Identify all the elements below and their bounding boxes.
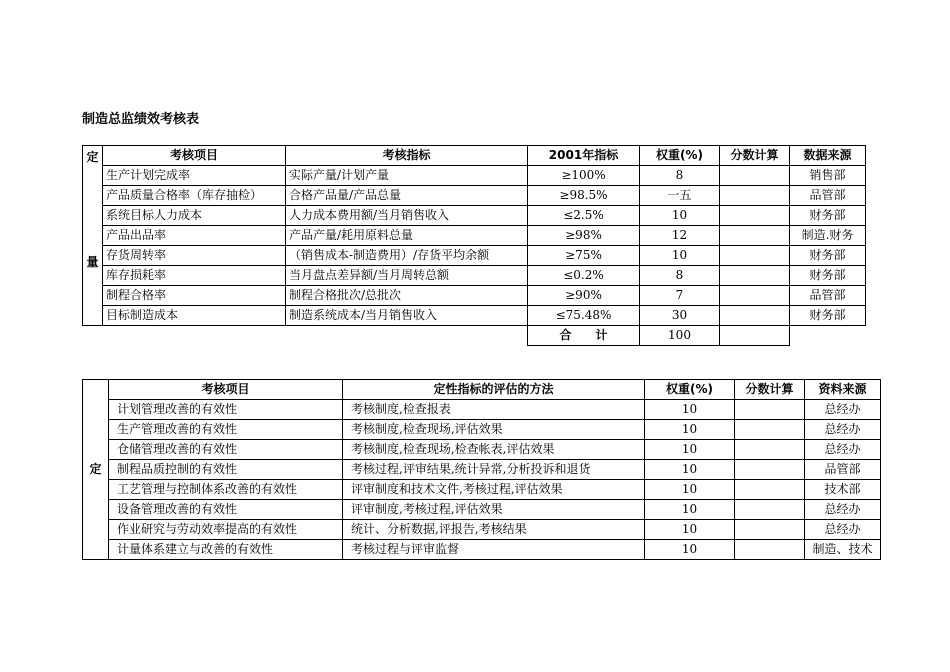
table-cell: 考核制度,检查现场,检查帐表,评估效果: [343, 440, 645, 460]
table-cell: 8: [640, 166, 720, 186]
table-cell: 产品质量合格率（库存抽检）: [103, 186, 286, 206]
table-cell: [720, 286, 790, 306]
table-cell: ≥98%: [528, 226, 640, 246]
table-row: [83, 206, 866, 226]
table-cell: 考核过程,评审结果,统计异常,分析投诉和退货: [343, 460, 645, 480]
table-cell: 10: [640, 206, 720, 226]
table-cell: 考核过程与评审监督: [343, 540, 645, 560]
table-cell: [720, 206, 790, 226]
table-cell: 统计、分析数据,评报告,考核结果: [343, 520, 645, 540]
table-cell: 评审制度,考核过程,评估效果: [343, 500, 645, 520]
table-cell: ≥90%: [528, 286, 640, 306]
table-cell: 仓储管理改善的有效性: [109, 440, 343, 460]
table-cell: 品管部: [805, 460, 881, 480]
table-cell: 合格产品量/产品总量: [286, 186, 528, 206]
table-cell: 目标制造成本: [103, 306, 286, 326]
column-header: 考核指标: [286, 146, 528, 166]
table-cell: 30: [640, 306, 720, 326]
table-row: [83, 460, 881, 480]
table-cell: ≤2.5%: [528, 206, 640, 226]
table-row: [83, 480, 881, 500]
table-row: [83, 420, 881, 440]
column-header: 分数计算: [735, 380, 805, 400]
table-cell: 总经办: [805, 420, 881, 440]
table-cell: 总经办: [805, 520, 881, 540]
total-score-cell: [720, 326, 790, 346]
side-label-quantitative: [83, 146, 103, 326]
table-cell: [735, 440, 805, 460]
table-cell: 总经办: [805, 500, 881, 520]
table-cell: 12: [640, 226, 720, 246]
table-row: [83, 186, 866, 206]
table-cell: [720, 186, 790, 206]
table-cell: 制程品质控制的有效性: [109, 460, 343, 480]
table-cell: [720, 306, 790, 326]
table-cell: 评审制度和技术文件,考核过程,评估效果: [343, 480, 645, 500]
table-row: [83, 540, 881, 560]
column-header: 数据来源: [790, 146, 866, 166]
table-cell: 实际产量/计划产量: [286, 166, 528, 186]
table-cell: [735, 520, 805, 540]
table-cell: 制造系统成本/当月销售收入: [286, 306, 528, 326]
table-cell: 总经办: [805, 400, 881, 420]
table-cell: 工艺管理与控制体系改善的有效性: [109, 480, 343, 500]
table-cell: ≥100%: [528, 166, 640, 186]
table-cell: 一五: [640, 186, 720, 206]
table-cell: 10: [645, 440, 735, 460]
table-cell: 10: [645, 480, 735, 500]
table-row: [83, 246, 866, 266]
table-cell: 人力成本费用额/当月销售收入: [286, 206, 528, 226]
table-row: [83, 440, 881, 460]
table-cell: [735, 460, 805, 480]
table-cell: 考核制度,检查现场,评估效果: [343, 420, 645, 440]
table-cell: 财务部: [790, 266, 866, 286]
table-cell: 制造、技术: [805, 540, 881, 560]
table-row: [83, 520, 881, 540]
side-label-bottom: 量: [86, 255, 99, 269]
table-cell: [735, 480, 805, 500]
table-cell: 作业研究与劳动效率提高的有效性: [109, 520, 343, 540]
table-cell: 总经办: [805, 440, 881, 460]
table-cell: 10: [645, 520, 735, 540]
total-row: [83, 326, 866, 346]
table-cell: [735, 420, 805, 440]
table-cell: ≤75.48%: [528, 306, 640, 326]
table-row: [83, 306, 866, 326]
table-cell: 制程合格率: [103, 286, 286, 306]
table-cell: 制造.财务: [790, 226, 866, 246]
column-header: 权重(%): [640, 146, 720, 166]
column-header: 2001年指标: [528, 146, 640, 166]
table-cell: [720, 226, 790, 246]
table-cell: ≥98.5%: [528, 186, 640, 206]
table-cell: 生产计划完成率: [103, 166, 286, 186]
table-row: [83, 500, 881, 520]
table-cell: 存货周转率: [103, 246, 286, 266]
table-cell: 库存损耗率: [103, 266, 286, 286]
table-cell: 产品产量/耗用原料总量: [286, 226, 528, 246]
table-cell: 系统目标人力成本: [103, 206, 286, 226]
table-cell: 产品出品率: [103, 226, 286, 246]
qualitative-table: [82, 379, 881, 560]
column-header: 考核项目: [103, 146, 286, 166]
table-cell: [735, 400, 805, 420]
table-cell: ≤0.2%: [528, 266, 640, 286]
table-cell: 计划管理改善的有效性: [109, 400, 343, 420]
column-header: 资料来源: [805, 380, 881, 400]
table-cell: 10: [645, 420, 735, 440]
table-cell: [720, 266, 790, 286]
table-cell: 8: [640, 266, 720, 286]
table-row: [83, 400, 881, 420]
table-cell: 财务部: [790, 306, 866, 326]
table-cell: 10: [645, 460, 735, 480]
table-cell: 品管部: [790, 286, 866, 306]
table-cell: [735, 540, 805, 560]
table-cell: 技术部: [805, 480, 881, 500]
table-cell: 品管部: [790, 186, 866, 206]
column-header: 考核项目: [109, 380, 343, 400]
column-header: 定性指标的评估的方法: [343, 380, 645, 400]
table-cell: ≥75%: [528, 246, 640, 266]
blank-cell: [83, 326, 528, 346]
table-cell: 设备管理改善的有效性: [109, 500, 343, 520]
table-cell: 10: [645, 400, 735, 420]
table-cell: [720, 246, 790, 266]
table-cell: 当月盘点差异额/当月周转总额: [286, 266, 528, 286]
table-cell: 计量体系建立与改善的有效性: [109, 540, 343, 560]
table-row: [83, 166, 866, 186]
table-row: [83, 266, 866, 286]
table-cell: 财务部: [790, 246, 866, 266]
table-cell: 10: [645, 540, 735, 560]
table-cell: [720, 166, 790, 186]
header-row: [83, 380, 881, 400]
table-cell: 考核制度,检查报表: [343, 400, 645, 420]
table-cell: [735, 500, 805, 520]
table-cell: 销售部: [790, 166, 866, 186]
side-label-qualitative: 定: [83, 380, 109, 560]
table-cell: 生产管理改善的有效性: [109, 420, 343, 440]
side-label-top: 定: [86, 150, 99, 164]
header-row: [83, 146, 866, 166]
page-title: 制造总监绩效考核表: [82, 112, 200, 127]
table-cell: 10: [640, 246, 720, 266]
column-header: 权重(%): [645, 380, 735, 400]
table-cell: （销售成本-制造费用）/存货平均余额: [286, 246, 528, 266]
table-cell: 10: [645, 500, 735, 520]
total-value: 100: [640, 326, 720, 346]
table-row: [83, 226, 866, 246]
table-cell: 制程合格批次/总批次: [286, 286, 528, 306]
total-label: 合 计: [528, 326, 640, 346]
quantitative-table: [82, 145, 866, 346]
table-row: [83, 286, 866, 306]
table-cell: 财务部: [790, 206, 866, 226]
column-header: 分数计算: [720, 146, 790, 166]
table-cell: 7: [640, 286, 720, 306]
